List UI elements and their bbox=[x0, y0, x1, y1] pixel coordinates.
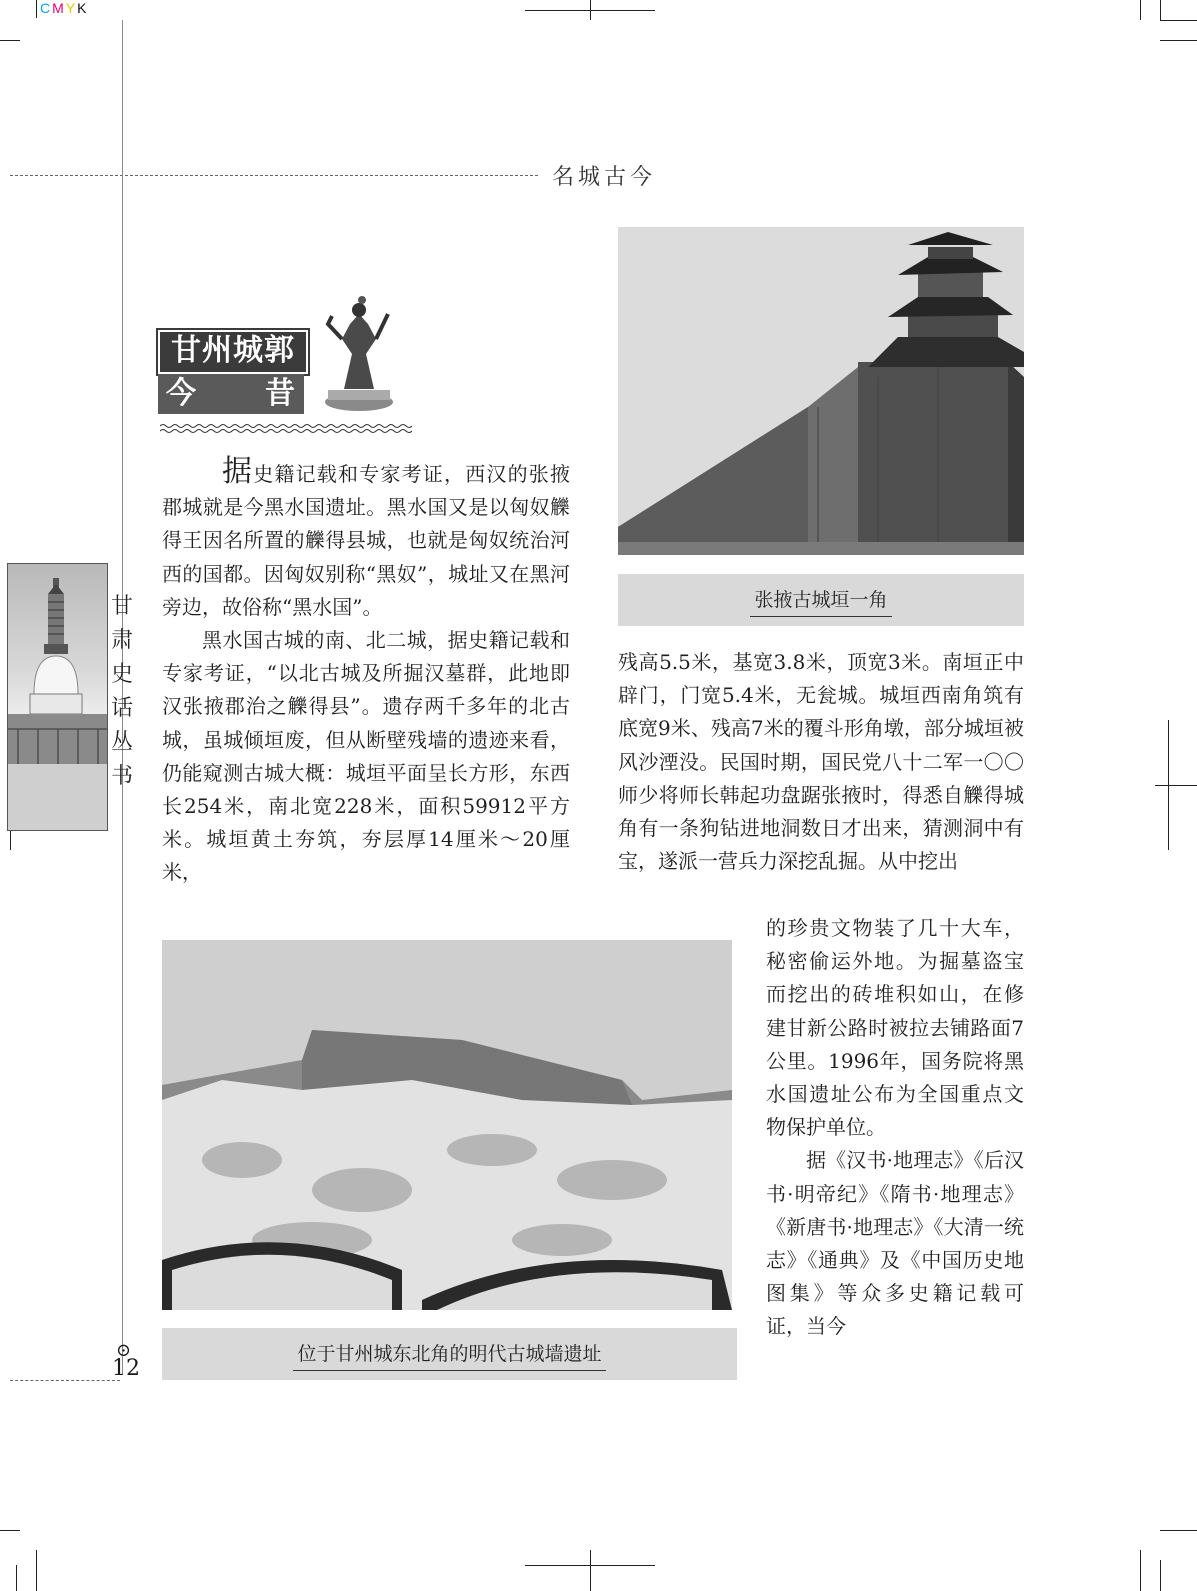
crop-mark bbox=[1160, 20, 1197, 21]
article-column-2 bbox=[618, 646, 1024, 878]
photo2-caption-box bbox=[162, 1328, 737, 1380]
registration-mark bbox=[590, 1550, 591, 1591]
deity-statue-illustration bbox=[322, 294, 396, 412]
paragraph-text: 史籍记载和专家考证，西汉的张掖郡城就是今黑水国遗址。黑水国又是以匈奴觻得王因名所置的觻得县城，也就是匈奴统治河西的国都。因匈奴别称“黑奴”，城址又在黑河旁边，故俗称“黑水国”。 bbox=[162, 462, 571, 619]
page-ornament: ⊙ bbox=[116, 1340, 132, 1361]
paragraph: 残高5.5米，基宽3.8米，顶宽3米。南垣正中辟门，门宽5.4米，无瓮城。城垣西南角筑有底宽9米、残高7米的覆斗形角墩，部分城垣被风沙湮没。民国时期，国民党八十二军一〇〇师少将师长韩起功盘踞张掖时，得悉自觻得城角有一条狗钻进地洞数日才出来，猜测洞中有宝，遂派一营兵力深挖乱掘。从中挖出 bbox=[618, 650, 1024, 874]
crop-mark bbox=[36, 1550, 37, 1591]
photo1-caption-box bbox=[618, 574, 1024, 626]
paragraph bbox=[162, 455, 570, 624]
drop-cap: 据 bbox=[222, 454, 254, 489]
article-title-line2 bbox=[158, 374, 304, 414]
paragraph: 据《汉书·地理志》《后汉书·明帝纪》《隋书·地理志》《新唐书·地理志》《大清一统志》《通典》及《中国历史地图集》等众多史籍记载可证，当今 bbox=[766, 1148, 1024, 1339]
paragraph: 黑水国古城的南、北二城，据史籍记载和专家考证，“以北古城及所掘汉墓群，此地即汉张掖郡治之觻得县”。遗存两千多年的北古城，虽城倾垣废，但从断壁残墙的遗迹来看，仍能窥测古城大概：城垣平面呈长方形，东西长254米，南北宽228米，面积59912平方米。城垣黄土夯筑，夯层厚14厘米～20厘米， bbox=[162, 628, 570, 885]
city-wall-tower-photo bbox=[618, 227, 1024, 555]
cmyk-y: Y bbox=[65, 0, 78, 16]
title-char-now: 今 bbox=[166, 376, 197, 411]
crop-mark bbox=[1140, 0, 1141, 20]
crop-mark bbox=[1160, 1530, 1197, 1531]
registration-mark bbox=[1155, 785, 1197, 786]
photo2-caption: 位于甘州城东北角的明代古城墙遗址 bbox=[293, 1342, 605, 1371]
crop-mark bbox=[0, 1530, 20, 1531]
article-column-1 bbox=[162, 455, 570, 890]
crop-mark bbox=[1140, 1550, 1141, 1591]
article-title-line1: 甘州城郭 bbox=[158, 330, 308, 374]
pagoda-thumbnail bbox=[7, 563, 108, 831]
paragraph: 的珍贵文物装了几十大车，秘密偷运外地。为掘墓盗宝而挖出的砖堆积如山，在修建甘新公路时被拉去铺路面7公里。1996年，国务院将黑水国遗址公布为全国重点文物保护单位。 bbox=[766, 916, 1024, 1140]
ming-wall-ruins-photo bbox=[162, 940, 732, 1310]
cmyk-m: M bbox=[52, 0, 66, 16]
decorative-wave-rule bbox=[160, 422, 412, 434]
cmyk-color-bar bbox=[40, 0, 88, 16]
crop-mark bbox=[16, 1565, 17, 1591]
series-title: 甘肃史话丛书 bbox=[110, 594, 133, 789]
article-column-3 bbox=[766, 912, 1024, 1344]
photo1-caption: 张掖古城垣一角 bbox=[750, 588, 891, 617]
cmyk-c: C bbox=[40, 0, 53, 16]
title-char-past: 昔 bbox=[265, 376, 296, 411]
cmyk-k: K bbox=[77, 0, 89, 16]
crop-mark bbox=[1160, 40, 1197, 41]
crop-mark bbox=[1160, 0, 1161, 20]
header-rule bbox=[10, 175, 538, 176]
crop-mark bbox=[0, 40, 20, 41]
page-number: 12 bbox=[112, 1356, 140, 1381]
footer-rule bbox=[10, 1380, 120, 1381]
crop-mark bbox=[1160, 1560, 1161, 1591]
registration-mark bbox=[590, 0, 591, 20]
section-title: 名城古今 bbox=[552, 165, 657, 190]
crop-mark bbox=[36, 0, 37, 18]
